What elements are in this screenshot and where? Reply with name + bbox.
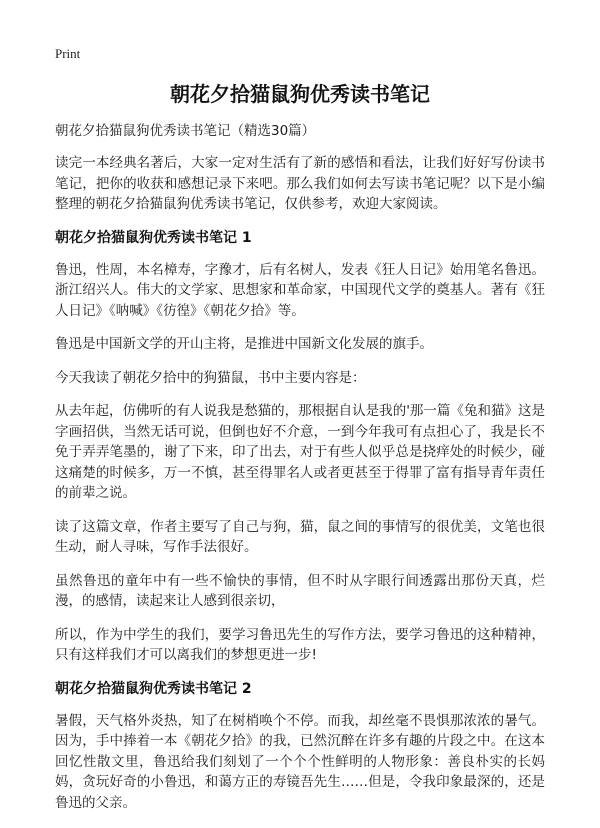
intro-paragraph: 读完一本经典名著后，大家一定对生活有了新的感悟和看法，让我们好好写份读书笔记，把你的收获和感想记录下来吧。那么我们如何去写读书笔记呢？以下是小编整理的朝花夕拾猫鼠狗优秀读书笔记，仅供参考，欢迎大家阅读。 bbox=[55, 155, 545, 212]
document-subtitle: 朝花夕拾猫鼠狗优秀读书笔记（精选30篇） bbox=[55, 123, 316, 139]
paragraph: 今天我读了朝花夕拾中的狗猫鼠，书中主要内容是： bbox=[55, 369, 366, 386]
paragraph: 虽然鲁迅的童年中有一些不愉快的事情，但不时从字眼行间透露出那份天真，烂漫，的感情，读起来让人感到很亲切， bbox=[55, 572, 545, 609]
section-heading: 朝花夕拾猫鼠狗优秀读书笔记 1 bbox=[55, 229, 252, 246]
document-body bbox=[55, 122, 545, 826]
paragraph: 从去年起，仿佛听的有人说我是愁猫的，那根据自认是我的'那一篇《兔和猫》这是字画招供，当然无话可说，但倒也好不介意，一到今年我可有点担心了，我是长不免于弄弄笔墨的，谢了下来，印了出去，对于有些人似乎总是挠痒处的时候少，碰这痛楚的时候多，万一不慎，甚至得罪名人或者更甚至于得罪了富有指导青年责任的前辈之说。 bbox=[55, 403, 545, 501]
paragraph: 鲁迅是中国新文学的开山主将，是推进中国新文化发展的旗手。 bbox=[55, 336, 433, 352]
print-link[interactable]: Print bbox=[55, 46, 81, 61]
paragraph: 鲁迅，性周，本名樟寿，字豫才，后有名树人，发表《狂人日记》始用笔名鲁迅。浙江绍兴人。伟大的文学家、思想家和革命家，中国现代文学的奠基人。著有《狂人日记》《呐喊》《彷徨》《朝花夕拾》等。 bbox=[55, 261, 545, 319]
page-title: 朝花夕拾猫鼠狗优秀读书笔记 bbox=[170, 82, 430, 106]
section-heading: 朝花夕拾猫鼠狗优秀读书笔记 2 bbox=[55, 680, 252, 697]
section-2 bbox=[55, 679, 545, 814]
paragraph: 读了这篇文章，作者主要写了自己与狗，猫，鼠之间的事情写的很优美，文笔也很生动，耐人寻味，写作手法很好。 bbox=[55, 518, 545, 555]
section-1 bbox=[55, 228, 545, 666]
paragraph: 暑假，天气格外炎热，知了在树梢唤个不停。而我，却丝毫不畏惧那浓浓的暑气。因为，手中捧着一本《朝花夕拾》的我，已然沉醉在许多有趣的片段之中。在这本回忆性散文里，鲁迅给我们刻划了一个个个性鲜明的人物形象：善良朴实的长妈妈，贪玩好奇的小鲁迅，和蔼方正的寿镜吾先生……但是，令我印象最深的，还是鲁迅的父亲。 bbox=[55, 712, 545, 811]
paragraph: 所以，作为中学生的我们，要学习鲁迅先生的写作方法，要学习鲁迅的这种精神，只有这样我们才可以离我们的梦想更进一步! bbox=[55, 626, 545, 663]
